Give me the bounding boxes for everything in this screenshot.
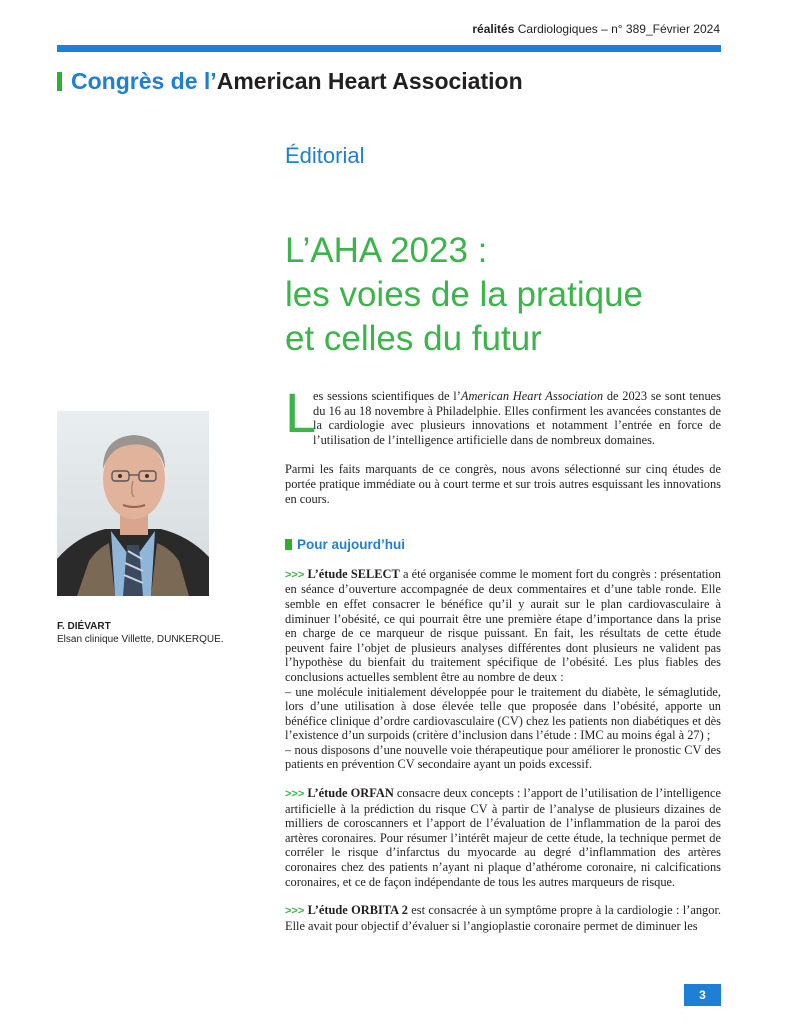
orbita-text: est consacrée à un symptôme propre à la cardiologie : l’angor. Elle avait pour objectif d’évaluer si l’angioplastie coronaire permet de diminuer les	[285, 903, 721, 933]
intro-text-before: es sessions scientifiques de l’	[313, 389, 461, 403]
orbita-label: L’étude ORBITA 2	[307, 903, 408, 918]
top-color-bar	[57, 45, 721, 52]
rubric-label: Éditorial	[285, 143, 365, 168]
orfan-label: L’étude ORFAN	[307, 786, 394, 801]
author-photo	[57, 411, 209, 596]
select-bullet-2: – nous disposons d’une nouvelle voie thérapeutique pour améliorer le pronostic CV des patients en prévention CV secondaire ayant un poids excessif.	[285, 742, 721, 772]
section-title-part1: Congrès de l’	[71, 68, 217, 94]
select-paragraph	[285, 567, 721, 685]
journal-brand: réalités	[472, 22, 515, 36]
select-label: L’étude SELECT	[307, 566, 400, 581]
headline-line-2: les voies de la pratique	[285, 275, 643, 314]
author-affiliation: Elsan clinique Villette, DUNKERQUE.	[57, 634, 224, 645]
subheading	[285, 538, 721, 553]
headline-line-1: L’AHA 2023 :	[285, 231, 488, 270]
article-headline	[285, 229, 643, 361]
intro-text-after: de 2023 se sont tenues du 16 au 18 novembre à Philadelphie. Elles confirment les avancées constantes de la cardiologie avec plusieurs innovations et notamment l’entrée en force de l’utilisation de l’intelligence artificielle dans de nombreux domaines.	[313, 389, 721, 447]
arrow-marker: >>>	[285, 568, 305, 581]
headline-line-3: et celles du futur	[285, 319, 542, 358]
arrow-marker: >>>	[285, 905, 305, 918]
intro-italic: American Heart Association	[460, 389, 604, 403]
select-bullet-1: – une molécule initialement développée pour le traitement du diabète, le sémaglutide, lors d’une utilisation à dose élevée telle que proposée dans l’obésité, apporte un bénéfice clinique d’ordre cardiovasculaire (CV) chez les patients non diabétiques et dès l’existence d’un surpoids (critère d’inclusion dans l’étude : IMC au moins égal à 27) ;	[285, 684, 721, 743]
orfan-text: consacre deux concepts : l’apport de l’utilisation de l’intelligence artificielle à la prédiction du risque CV à partir de l’analyse de plusieurs dizaines de milliers de coroscanners et l’apport de l’évaluation de l’inflammation de la paroi des artères coronaires. Pour résumer l’intérêt majeur de cette étude, la technique permet de corréler le risque d’infarctus du myocarde au degré d’inflammation des artères coronaires chez des patients n’ayant ni plaque d’athérome coronaire, ni calcifications coronaires, et ce de façon indépendante de tous les autres marqueurs de risque.	[285, 786, 721, 889]
subheading-marker	[285, 539, 292, 550]
arrow-marker: >>>	[285, 788, 305, 801]
author-name: F. DIÉVART	[57, 621, 111, 632]
article-body	[285, 381, 721, 933]
select-text: a été organisée comme le moment fort du congrès : présentation en séance d’ouverture accompagnée de deux commentaires et d’une table ronde. Elle semble en effet consacrer le bénéfice qu’il y aurait sur le plan cardiovasculaire à diminuer l’obésité, ce qui pourrait être une première étape d’importance dans la prise en charge de ce marqueur de risque puissant. En fait, les résultats de cette étude peuvent faire l’objet de plusieurs analyses différentes dont plusieurs ne valident pas l’hypothèse du bienfait du traitement spécifique de l’obésité. Les plus fiables des conclusions actuelles semblent être au nombre de deux :	[285, 566, 721, 684]
section-marker	[57, 72, 62, 91]
orbita-paragraph	[285, 903, 721, 933]
paragraph-2: Parmi les faits marquants de ce congrès, nous avons sélectionné sur cinq études de portée pratique immédiate ou à court terme et sur trois autres esquissant les innovations en cours.	[285, 462, 721, 506]
intro-paragraph	[285, 381, 721, 447]
section-title	[57, 68, 523, 95]
drop-cap: L	[285, 381, 317, 444]
subheading-text: Pour aujourd’hui	[297, 537, 405, 553]
author-portrait-illustration	[57, 411, 209, 596]
orfan-paragraph	[285, 786, 721, 889]
page-number: 3	[684, 984, 721, 1006]
section-title-part2: American Heart Association	[216, 68, 523, 94]
journal-header	[472, 22, 720, 36]
author-block	[57, 620, 224, 646]
journal-issue: Cardiologiques – n° 389_Février 2024	[517, 22, 720, 36]
